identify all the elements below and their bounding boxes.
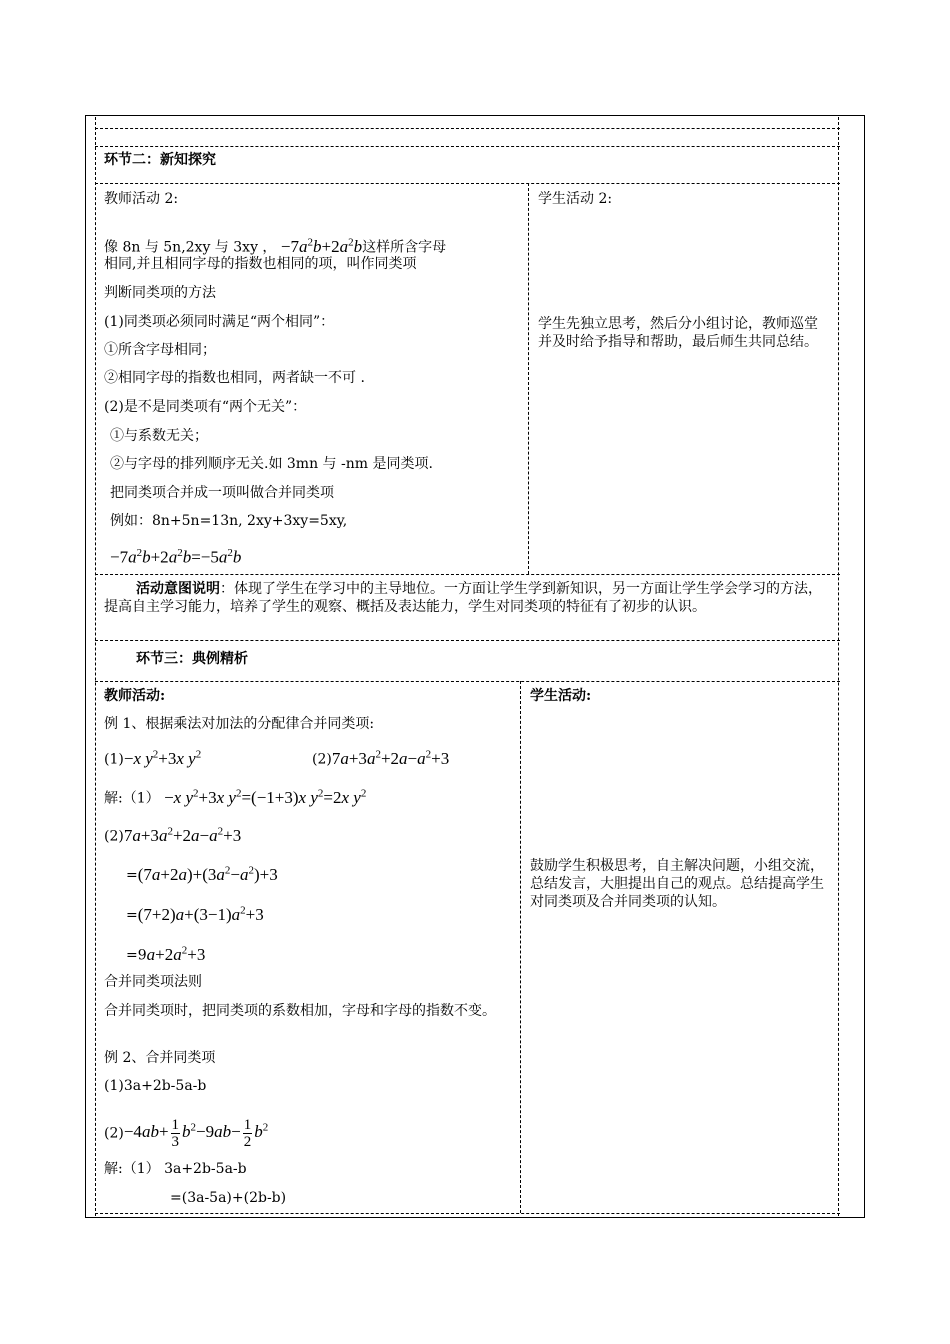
equals-sign: = (126, 867, 138, 884)
problem-label: (2) (104, 1125, 124, 1142)
definition-line (104, 232, 446, 257)
teacher-activity-heading: 教师活动 2: (104, 191, 179, 207)
row-divider (95, 574, 840, 575)
column-divider (838, 117, 839, 1216)
student-activity-text: 鼓励学生积极思考，自主解决问题，小组交流，总结发言，大胆提出自己的观点。总结提高学生对同类项及合并同类项的认知。 (530, 858, 824, 910)
formula: $-7a^2b+2a^2b$ (280, 236, 363, 256)
solution-line (104, 821, 241, 846)
row-divider (95, 128, 840, 129)
section-title: 环节三：典例精析 (136, 651, 248, 667)
definition-text: 像 8n 与 5n,2xy 与 3xy ， (104, 239, 277, 256)
formula: $-7a^2b+2a^2b=-5a^2b$ (110, 547, 242, 567)
definition-text: 把同类项合并成一项叫做合并同类项 (110, 485, 334, 501)
formula: $7a+3a^2+2a-a^2+3$ (331, 748, 450, 768)
definition-text: 这样所含字母 (362, 239, 447, 256)
rule-text: ②与字母的排列顺序无关.如 3mn 与 -nm 是同类项. (110, 456, 433, 472)
definition-line: 相同,并且相同字母的指数也相同的项，叫作同类项 (104, 256, 417, 272)
formula: $(7a+2a)+(3a^2-a^2)+3$ (137, 864, 278, 884)
section-title: 环节二：新知探究 (104, 152, 216, 168)
problem-label: (2) (104, 828, 124, 845)
problem-label: (2) (312, 751, 332, 768)
rule-text: ①与系数无关； (110, 428, 208, 444)
rule-text: ②相同字母的指数也相同，两者缺一不可 . (104, 370, 365, 386)
formula: −x $y^2+3x$ $y^2$ (123, 748, 202, 768)
column-divider (95, 117, 96, 1216)
formula: $a+2a^2+3$ (146, 944, 206, 964)
example-title: 例 1、根据乘法对加法的分配律合并同类项: (104, 716, 375, 732)
solution-line: 解:（1） 3a+2b-5a-b (104, 1161, 247, 1177)
formula: −x $y^2+3x$ $y^2=(-1+3)x$ $y^2=2x$ $y^2$ (164, 787, 367, 807)
row-divider (95, 681, 840, 682)
problem-1: (1)3a+2b-5a-b (104, 1078, 207, 1094)
solution-label: 解:（1） (104, 790, 160, 807)
solution-step (126, 900, 264, 925)
solution-step (126, 860, 278, 885)
rule-text: ①所含字母相同； (104, 342, 216, 358)
example-title: 例 2、合并同类项 (104, 1050, 216, 1066)
solution-line (104, 783, 366, 808)
column-divider (520, 681, 521, 1213)
equals-sign: = (126, 907, 138, 924)
student-activity-heading: 学生活动 2: (538, 191, 613, 207)
fraction: $\frac{1}{2}$ (243, 1117, 252, 1150)
rule-title: 合并同类项法则 (104, 974, 202, 990)
rule-text: (1)同类项必须同时满足“两个相同”： (104, 314, 335, 330)
intent-text: ：体现了学生在学习中的主导地位。一方面让学生学到新知识，另一方面让学生学会学习的方法，提高自主学习能力，培养了学生的观察、概括及表达能力，学生对同类项的特征有了初步的认识。 (104, 581, 822, 615)
row-divider (95, 183, 840, 184)
problem-1 (104, 744, 201, 769)
intent-label: 活动意图说明 (136, 581, 220, 597)
problem-2 (312, 744, 449, 769)
formula: −4ab+ $\frac{1}{3}$ $b^2-9ab-$ $\frac{1}{2}$ $b^2$ (123, 1117, 269, 1150)
row-divider (95, 146, 840, 147)
rule-text: (2)是不是同类项有“两个无关”： (104, 399, 307, 415)
example-text: 例如：8n+5n=13n, 2xy+3xy=5xy, (110, 513, 348, 529)
student-activity-text: 学生先独立思考，然后分小组讨论，教师巡堂并及时给予指导和帮助，最后师生共同总结。 (538, 316, 818, 350)
teacher-activity-heading: 教师活动: (104, 688, 166, 704)
problem-label: (1) (104, 751, 124, 768)
row-divider (95, 640, 840, 641)
column-divider (528, 183, 529, 574)
problem-2 (104, 1117, 268, 1150)
solution-step (126, 940, 205, 965)
formula: $(7+2)a+(3-1)a^2+3$ (137, 904, 264, 924)
activity-intent (104, 580, 832, 616)
rule-text: 合并同类项时，把同类项的系数相加，字母和字母的指数不变。 (104, 1003, 496, 1019)
row-divider (95, 1213, 840, 1214)
fraction: $\frac{1}{3}$ (171, 1117, 180, 1150)
solution-step: =(3a-5a)+(2b-b) (170, 1190, 287, 1206)
equals-sign: =9 (126, 947, 147, 964)
formula: $7a+3a^2+2a-a^2+3$ (123, 825, 242, 845)
method-title: 判断同类项的方法 (104, 285, 216, 301)
student-activity-heading: 学生活动: (530, 688, 592, 704)
